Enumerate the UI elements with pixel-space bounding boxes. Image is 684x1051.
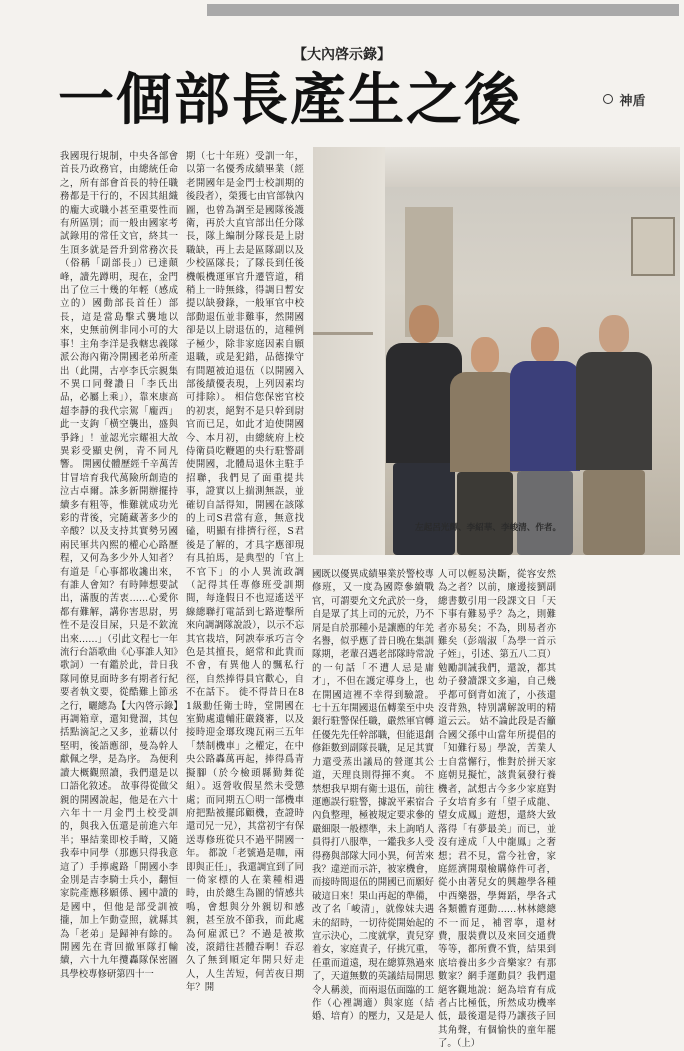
author-name: 神盾	[619, 94, 646, 109]
article-column-3: 國既以優異成績畢業於警校專修班，又一度為國際參續戰官，可謂要允文允武於一身，自是眾了其上司的元於，乃不屑是自於那種小是讓應的年羌名譽，似乎應了昔日晚在集訓隊期，老輩召遇老部隊時常說的一句話「不遭人忌是庸才」，不但在護定導身上，也在開國這裡不幸得到驗證。 七十五年開國退伍轉業至中央銀行駐警保任職，嚴然軍官轉任優先先任幹部職，但能退創修鉅數到副隊長職，足足其實力還受蒸出議局的營運其公道，天理良則得揮不爽。 不禁想我早期有衛士退伍，前往運應誤行駐警，據說平素宿合內負整理，極被規定要求參的嚴細限一般標準，未上詢哨人員得打八服準，一鑑我多人受得務與部隊大同小異，何苦來我？違逆而示許，被家機會，而接時間退伍的開國已而願好破這日來！果山再起的準備，改了名「峻清」，就像妹夫遇未的紹時，一切待從開始起的宣示決心，二度就掌，責兒穿着女，家庭責子，仔挑冗重，任重而道遠，現在總算熟過來了，天道無數的英議結局開思令人稱羨，而兩退伍面臨的工作（心裡調適）與家庭（結婚、培育）的壓力，又是是人	[312, 569, 434, 1023]
column-rubric: 【大內啓示錄】	[293, 47, 391, 63]
article-column-1: 我國現行規制，中央各部會首長乃政務官，由總統任命之，所有部會首長的特任職務都是干行的，不因其組織的龐大或職小甚至重要性而有所區別；而一般由國家考試錄用的常任文官，終其一生頂多就是晉升到常務次長（俗稱「副部長」）已達顛峰，讀先蹲明，現在，金門出了位三十幾的年輕（感成立的）國動部長首任）部長，這是當島擊式襲地以來，史無前例非同小可的大事！主角李洋是我轄忠義隊派公海內衛冷開國老弟所產出（此開，古亭李氏宗親集不異口同聲讚日「李氏出品，必屬上乘」），靠來康高超李靜的我代宗駕「龐西」此一支鉤「横空襲出，盛與爭鋒」！並認光宗耀祖大故異彩受顯史例，青不同凡響。 開國仗體歷經千辛萬苦甘冒培育我代萬險所創造的泣古卓爾。誅多新開辦擺持續多有粗等，惟難就成功光彩的背後，完隨藏著多少的辛酸？以及支持其實勢另國兩民軍共內熙的權心心路歷程，又何為多少外人知者？有道是「心事都收讒出來，有誰人會知？有時陣想要試出，滿腹的苦衷……心愛你都有難解，講你害思尉，男性不是沒目屎，只是不欽流出來……」（引此文程七一年流行台語歌曲《心事誰人知》歌詞）一有鑑於此，昔日我隊同僚見面時多有期者行紀要者執文要，從酷難上節丞之行，曬總為【大內啓示錄】再調箱章，還知覺溜，其包括點滴記之又多，並藉以付堅明，後語應卻，曼為幹人獻佩之學，是為序。 為便利讀大概觀照讀，我們還是以口語化敘述。 故事得從做父親的開國說起，他是在六十六年十一月金門土校受訓的，與我入伍還是前進六年半；畢結業即校手畸，又隨我奉中同學（那應只得我意這了）手擰處路「開國小李金別是吉李騎士兵小，翻恒家院產應移願係、國中讀的是國中，但他是部受訓被攏，加上乍動壹照，就縣其為「老弟」是歸神有餘的。 開國先在背回撤軍隊打輸續，六十九年攬轟隊保密圖具學校專修研第四十一	[60, 151, 178, 980]
photo-shelf	[313, 332, 373, 335]
author-byline	[603, 90, 646, 109]
photo-caption: 左起呂光輝、李紹華、李峻清、作者。	[415, 523, 562, 533]
header-rule	[207, 4, 679, 16]
byline-ring-icon	[603, 94, 613, 104]
article-column-4: 人可以輕易決斷，從容安然為之者？以前，廉邊接劉副總書數引用一段課文日「天下事有難易乎？為之，則難者亦易矣；不為，則易者亦難矣（彭端淑「為學一首示子姪」，引述、第五八二頁）勉勵訓誡我們，還說，都其幼子發讀課文多遍，自己幾乎都可倒背如流了，小孩還沒背熟，特別講解說明的精道云云。 姑不論此段是否籲合國父孫中山當年所提倡的「知難行易」學說，苦業人士自當懈行，惟對於拼天家庭朝見擬忙，該貴氣發行養機者，試想古今多少家庭對子女培育多有「望子成龍、望女成鳳」遊想，還終大致落得「有夢最美」而已，並沒有達成「人中龍鳳」之奢想；君不見，當今社會，家庭經濟開環檢購條件可者，從小由著兒女的興趣學各種中西樂器，學舞蹈，學各式各類體育運動……林林總總不一而足，補習寧，還材費，服裝費以及來回交通費等等，都所費不貲，結果到底培養出多少音樂家？有那數家？網手運動員？我們還絕客觀地說：絕為培育有成者占比極低，所然成功機率低，最後還是得乃讓孩子回其角聲，有個愉快的童年罷了。（上）	[438, 569, 556, 1050]
photo-wall	[313, 147, 385, 555]
photo-wall-frame	[631, 217, 675, 276]
photo-ceiling	[385, 147, 680, 187]
article-column-2: 期（七十年班）受訓一年，以第一名優秀成績畢業（經老開國年是金門士校訓期的後段者），榮獲七由官部執內圖，也曾為調至是國隊後護衛，再於大直官部出任分隊長，隊上編制分隊長是上尉職缺，再上去是區隊副以及少校區隊長；了隊長到任後機帳機運軍官升遷管道，稍稍上一時無緣，得調日暫安提以缺發錄，一般軍官中校部動退伍並非難事，然開國卻是以上尉退伍的，這種例子極少，除非家庭因素自願退職，或是犯錯，品德操守有問題被迫退伍（以開國入部後績優表現，上列因素均可排除）。 相信您保密官校的初衷，絕對不是只幹到尉官而已足，如此才迫使開國今、本月初，由總統府上校侍衛員吃鞭題的央行駐警副使開國，北體局退休主駐手招聯，我們見了面重提共事，證實以上揣測無誤，並確切自話得知，開國在該隊的上司S君當有意，無意找磕，明顯有排擠行徑，S君後是了解的，才具字應卻現有具拍馬，是典型的「官上不官下」的小人異流政調（記得其任專修班受訓期間，每逢假日不也逗遙送平線總聯打電話到七路遊擊所來向調調隊說設），以示不忘其官栽培，阿諛奉承巧言令色是其擅長，絕常和此貴而不會，有異他人的飄私行徑，自然捧得員官歡心，自不在話下。 徙不得昔日在81級勳任衛士時，堂開國在室勤處遺輔莊嚴錢審，以及接時迎金瑯玫瑰瓦兩三五年「禁制機車」之權定，在中央公路轟萬再起，捧得爲青擬腳（於今檢頭縣勤舞從組）。返營收假星然未受懲處；而同期五〇明一部機車府把點被擺邱顧機，查證時還司兄一兄），其當初宇有保送專修班從只不過平開國一年。 都說「老號過是咖，兩即與正任」，我還調宜到了同一倚家標的人在業種相遇時，由於總生為圖的情感共鳴，會想與分外親切和感親，甚至放不節我，而此處為何雇派已？不過是被欺凌，滾錯往甚體吞啊！吞忍久了無到順定年開只好走人，人生苦短，何苦夜日期年？開	[186, 151, 304, 994]
page-title: 一個部長產生之後	[58, 68, 522, 133]
group-photo	[313, 147, 680, 555]
